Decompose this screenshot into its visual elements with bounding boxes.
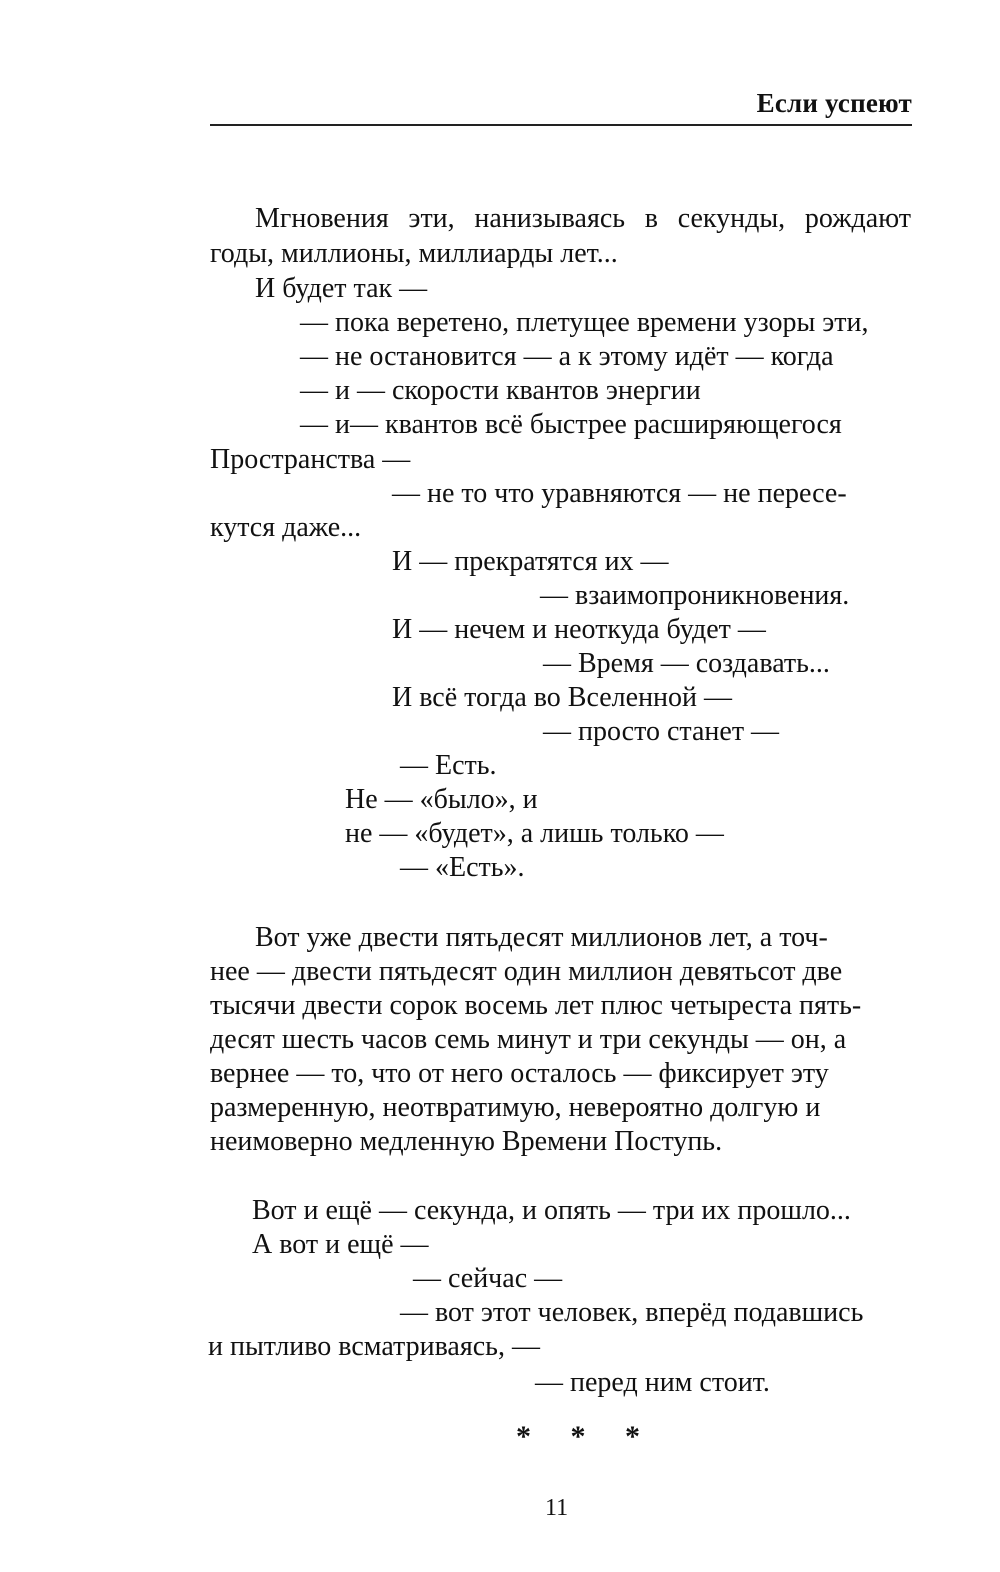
text-line: Не — «было», и [345, 784, 538, 815]
text-line: И — прекратятся их — [392, 546, 669, 577]
text-line: — «Есть». [400, 852, 525, 883]
text-line: — взаимопроникновения. [540, 580, 850, 611]
text-line: И будет так — [255, 273, 428, 304]
section-separator: * * * [516, 1420, 656, 1453]
text-line: — Есть. [400, 750, 497, 781]
text-line: Пространства — [210, 444, 411, 475]
text-line: И — нечем и неоткуда будет — [392, 614, 766, 645]
text-line: И всё тогда во Вселенной — [392, 682, 733, 713]
text-line: — и— квантов всё быстрее расширяющегося [300, 409, 842, 440]
text-line: — пока веретено, плетущее времени узоры эти, [300, 307, 869, 338]
text-line: — и — скорости квантов энергии [300, 375, 701, 406]
text-line: вернее — то, что от него осталось — фиксирует эту [210, 1058, 829, 1089]
text-line: десят шесть часов семь минут и три секунды — он, а [210, 1024, 847, 1055]
text-line: неимоверно медленную Времени Поступь. [210, 1126, 723, 1157]
text-line: размеренную, неотвратимую, невероятно долгую и [210, 1092, 821, 1123]
text-line: — Время — создавать... [543, 648, 830, 679]
text-line: нее — двести пятьдесят один миллион девятьсот две [210, 956, 843, 987]
text-line: — не остановится — а к этому идёт — когда [300, 341, 834, 372]
page-header [210, 84, 912, 124]
text-line: — просто станет — [543, 716, 780, 747]
text-line: Вот и ещё — секунда, и опять — три их прошло... [252, 1195, 851, 1226]
text-line: — перед ним стоит. [535, 1367, 770, 1398]
text-line: годы, миллионы, миллиарды лет... [210, 238, 618, 269]
text-line: — сейчас — [413, 1263, 563, 1294]
text-line: и пытливо всматриваясь, — [208, 1331, 540, 1362]
text-line: Вот уже двести пятьдесят миллионов лет, а точ- [255, 922, 828, 953]
page-number: 11 [545, 1495, 569, 1521]
header-rule [210, 124, 912, 126]
text-line: Мгновения эти, нанизываясь в секунды, рождают [255, 203, 911, 234]
text-line: тысячи двести сорок восемь лет плюс четыреста пять- [210, 990, 862, 1021]
running-title: Если успеют [756, 88, 912, 118]
text-line: кутся даже... [210, 512, 362, 543]
text-line: — вот этот человек, вперёд подавшись [400, 1297, 864, 1328]
text-line: не — «будет», а лишь только — [345, 818, 724, 849]
text-line: А вот и ещё — [252, 1229, 429, 1260]
text-line: — не то что уравняются — не пересе- [392, 478, 847, 509]
